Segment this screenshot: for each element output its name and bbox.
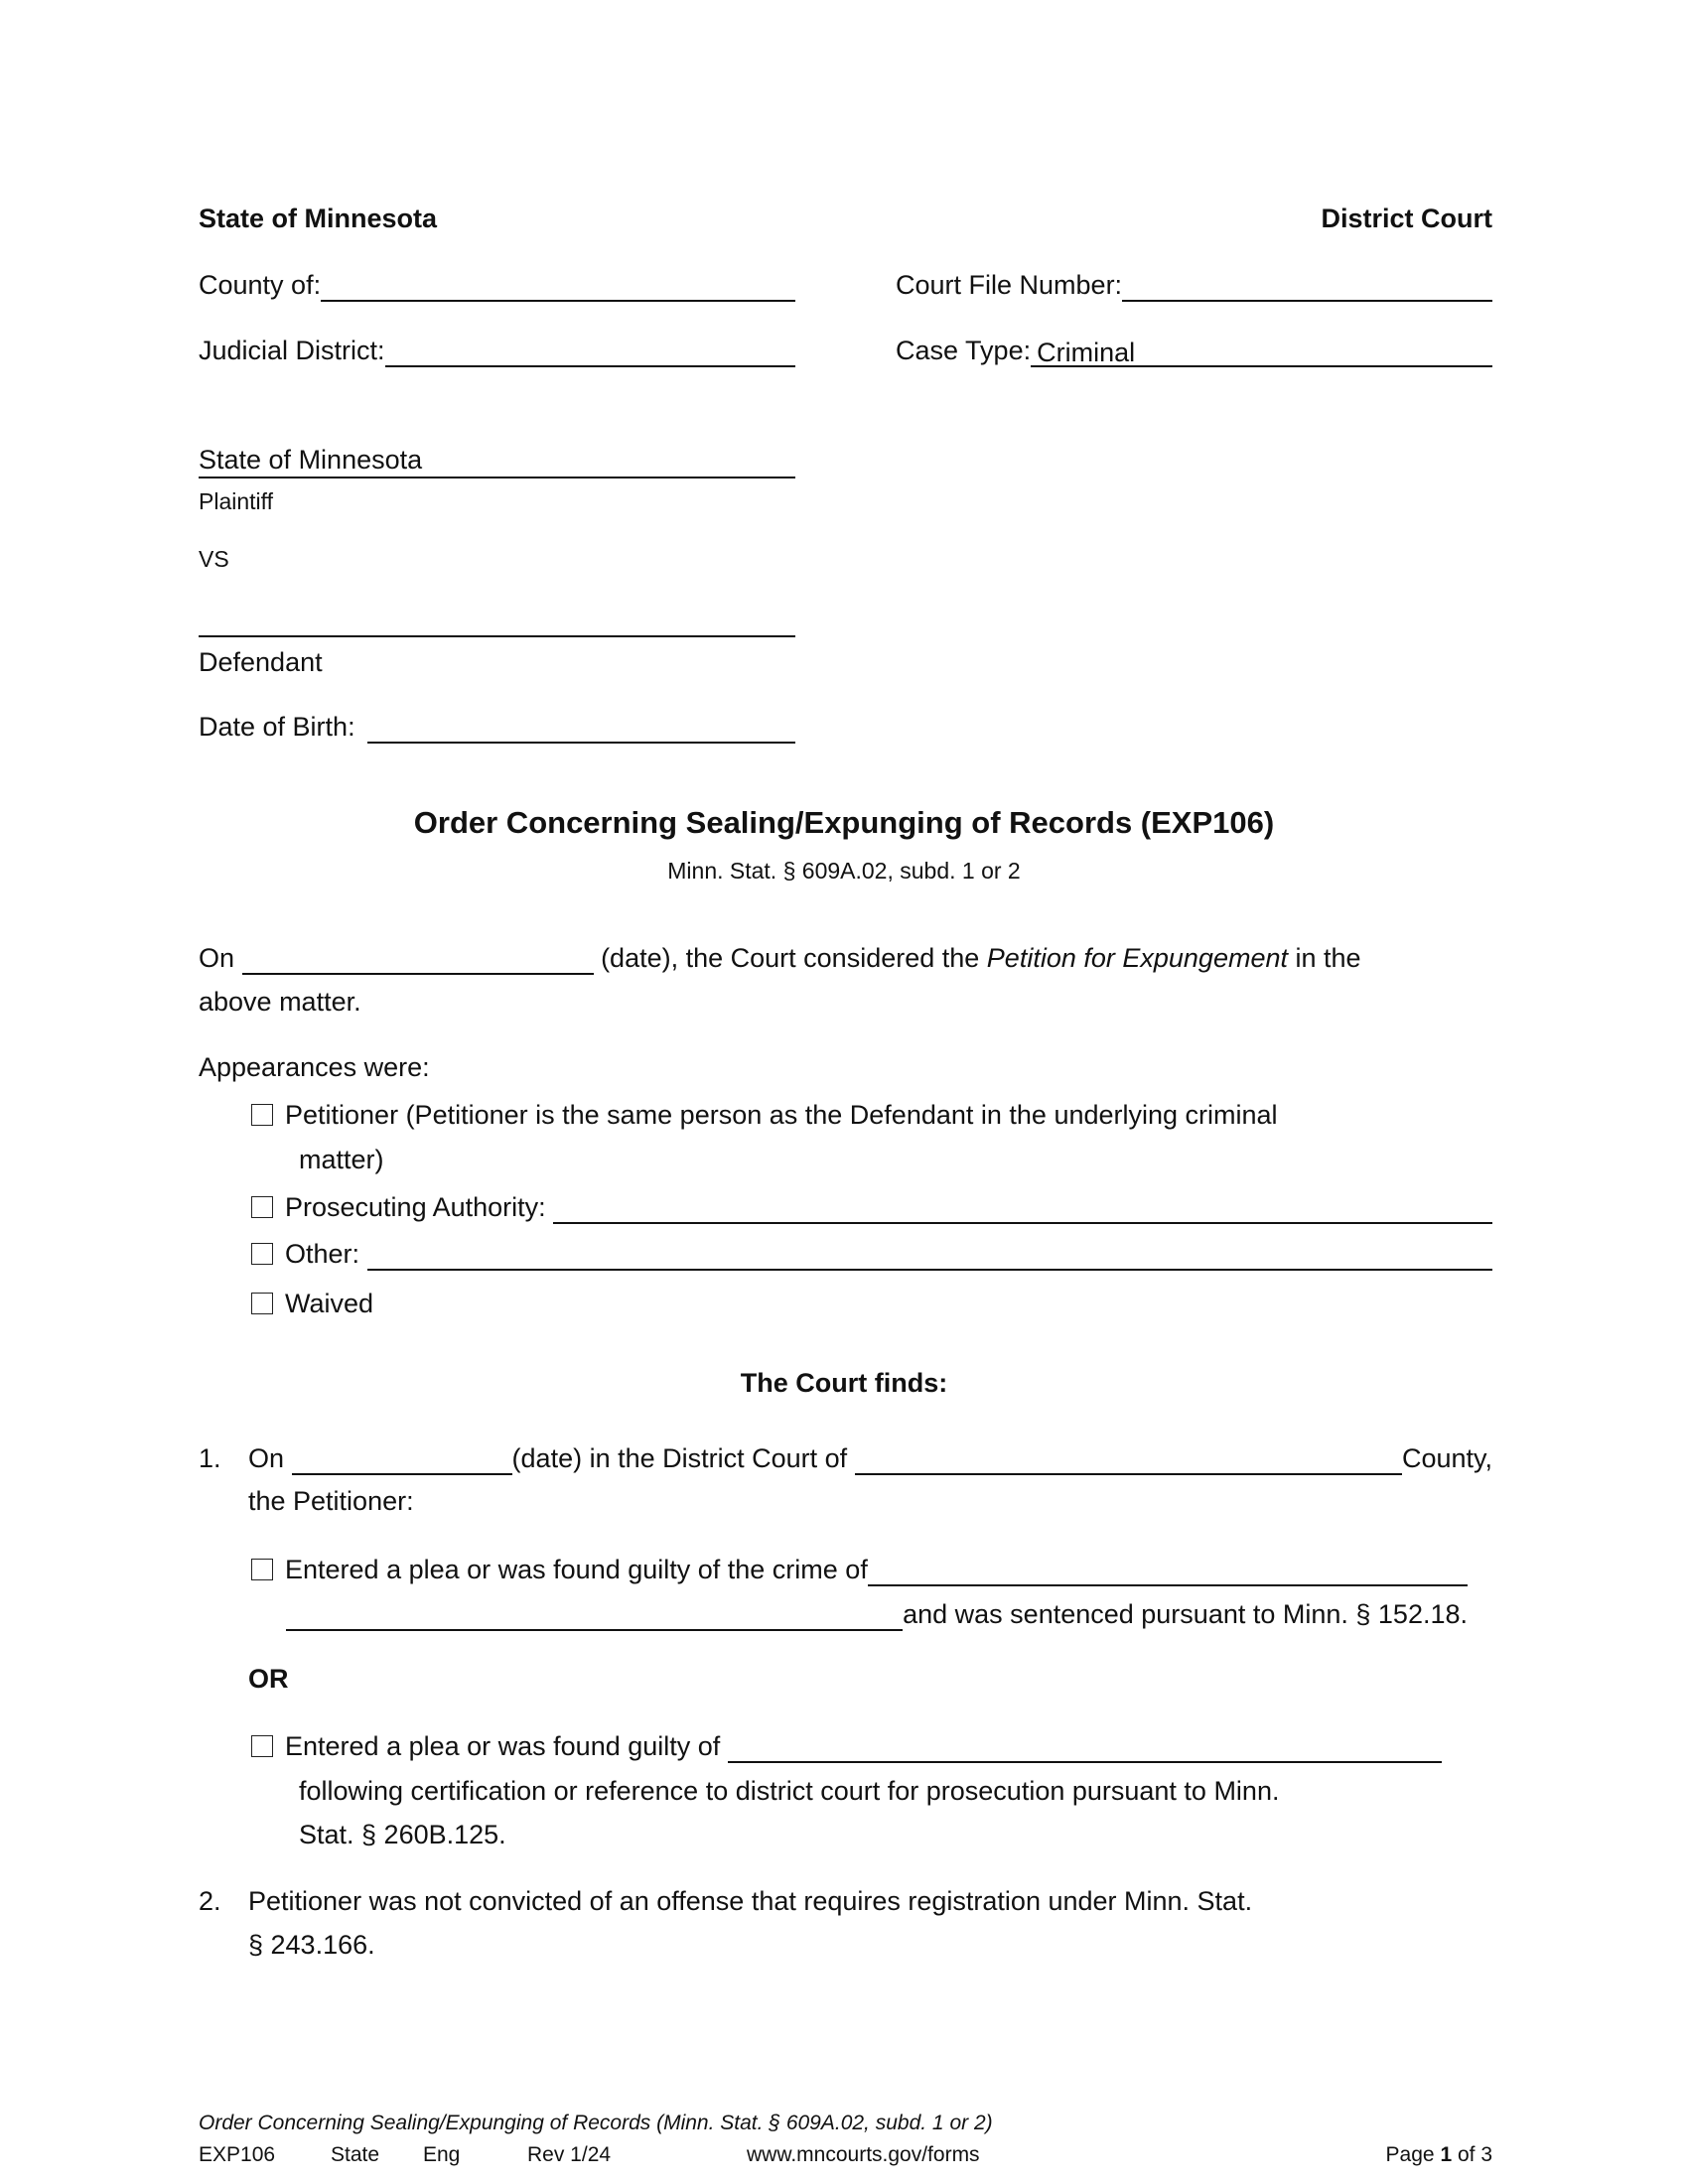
findings-heading-text: The Court finds: <box>740 1368 948 1398</box>
subtitle-text: Minn. Stat. § 609A.02, subd. 1 or 2 <box>667 858 1021 884</box>
other-blank[interactable] <box>367 1239 1492 1271</box>
footer-page <box>1386 2138 1492 2172</box>
dob-field <box>199 710 795 744</box>
defendant-label: Defendant <box>199 647 323 677</box>
or-label: OR <box>248 1664 289 1694</box>
judicial-district-field <box>199 334 795 367</box>
case-type-value[interactable]: Criminal <box>1031 336 1492 367</box>
crime-blank-2[interactable] <box>286 1599 903 1631</box>
intro-text: (date), the Court considered the <box>601 943 980 973</box>
county-label: County of: <box>199 270 322 300</box>
prosecuting-checkbox-row[interactable] <box>251 1190 1492 1224</box>
item1-on: On <box>248 1443 285 1473</box>
footer-title <box>199 2107 993 2140</box>
waived-label: Waived <box>285 1289 374 1318</box>
checkbox[interactable] <box>251 1196 273 1218</box>
prosecuting-label: Prosecuting Authority: <box>285 1192 546 1222</box>
opt1-label-2: and was sentenced pursuant to Minn. § 152.18. <box>903 1599 1468 1629</box>
footer-state: State <box>331 2143 380 2166</box>
opt2-checkbox-row[interactable] <box>251 1729 1442 1763</box>
item1-line-2: the Petitioner: <box>248 1486 414 1516</box>
item2-line-2: § 243.166. <box>248 1930 375 1960</box>
dob-label: Date of Birth: <box>199 712 355 742</box>
opt1-label: Entered a plea or was found guilty of the crime of <box>285 1555 868 1584</box>
defendant-blank[interactable] <box>199 635 795 637</box>
intro-line <box>199 941 1361 975</box>
checkbox[interactable] <box>251 1104 273 1126</box>
findings-heading <box>0 1366 1688 1400</box>
footer-url[interactable]: www.mncourts.gov/forms <box>747 2143 980 2166</box>
conviction-date-blank[interactable] <box>292 1443 512 1475</box>
footer-lang: Eng <box>423 2143 461 2166</box>
petitioner-label-cont: matter) <box>299 1145 384 1174</box>
judicial-district-label: Judicial District: <box>199 336 385 365</box>
intro-line-2: above matter. <box>199 987 361 1017</box>
intro-on: On <box>199 943 235 973</box>
subtitle <box>0 854 1688 887</box>
judicial-district-blank[interactable] <box>385 336 795 367</box>
item1-line <box>248 1441 1492 1475</box>
opt1-checkbox-row[interactable] <box>251 1553 1468 1586</box>
item1-county: County, <box>1401 1443 1492 1473</box>
court-file-field <box>896 268 1492 302</box>
page-of: of 3 <box>1457 2143 1492 2166</box>
page-prefix: Page <box>1385 2143 1435 2166</box>
footer-rev: Rev 1/24 <box>527 2143 612 2166</box>
dob-blank[interactable] <box>367 712 795 744</box>
other-label: Other: <box>285 1239 360 1269</box>
waived-checkbox-row[interactable] <box>251 1287 373 1320</box>
crime-blank[interactable] <box>868 1555 1468 1586</box>
opt2-line-2: following certification or reference to district court for prosecution pursuant to Minn. <box>299 1776 1280 1806</box>
case-type-field <box>896 334 1492 367</box>
other-checkbox-row[interactable] <box>251 1237 1492 1271</box>
county-name-blank[interactable] <box>855 1443 1402 1475</box>
appearances-label: Appearances were: <box>199 1052 430 1082</box>
petitioner-checkbox-row[interactable] <box>251 1098 1278 1132</box>
item1-text: (date) in the District Court of <box>511 1443 848 1473</box>
plaintiff-field[interactable]: State of Minnesota <box>199 443 795 478</box>
item2-num: 2. <box>199 1886 221 1916</box>
checkbox[interactable] <box>251 1293 273 1314</box>
case-type-label: Case Type: <box>896 336 1032 365</box>
county-field <box>199 268 795 302</box>
page-title <box>0 806 1688 840</box>
page-number: 1 <box>1440 2143 1453 2166</box>
court-heading: District Court <box>1321 204 1492 233</box>
petitioner-label: Petitioner (Petitioner is the same person as the Defendant in the underlying criminal <box>285 1100 1278 1130</box>
item2-line: Petitioner was not convicted of an offense that requires registration under Minn. Stat. <box>248 1886 1253 1916</box>
footer-form: EXP106 <box>199 2143 276 2166</box>
opt1-line-2 <box>286 1597 1468 1631</box>
petition-title: Petition for Expungement <box>986 943 1288 973</box>
footer-title-text: Order Concerning Sealing/Expunging of Records (Minn. Stat. § 609A.02, subd. 1 or 2) <box>199 2112 993 2134</box>
plaintiff-label: Plaintiff <box>199 488 274 514</box>
checkbox[interactable] <box>251 1735 273 1757</box>
court-file-label: Court File Number: <box>896 270 1123 300</box>
vs-label: VS <box>199 546 229 572</box>
title-text: Order Concerning Sealing/Expunging of Records (EXP106) <box>413 805 1275 840</box>
opt2-label: Entered a plea or was found guilty of <box>285 1731 721 1761</box>
offense-blank[interactable] <box>728 1731 1442 1763</box>
opt2-line-3: Stat. § 260B.125. <box>299 1820 506 1849</box>
county-blank[interactable] <box>321 270 795 302</box>
hearing-date-blank[interactable] <box>242 943 594 975</box>
checkbox[interactable] <box>251 1243 273 1265</box>
item1-num: 1. <box>199 1443 221 1473</box>
checkbox[interactable] <box>251 1559 273 1580</box>
court-file-blank[interactable] <box>1122 270 1492 302</box>
intro-in-the: in the <box>1295 943 1361 973</box>
state-heading: State of Minnesota <box>199 204 438 233</box>
prosecuting-blank[interactable] <box>553 1192 1492 1224</box>
